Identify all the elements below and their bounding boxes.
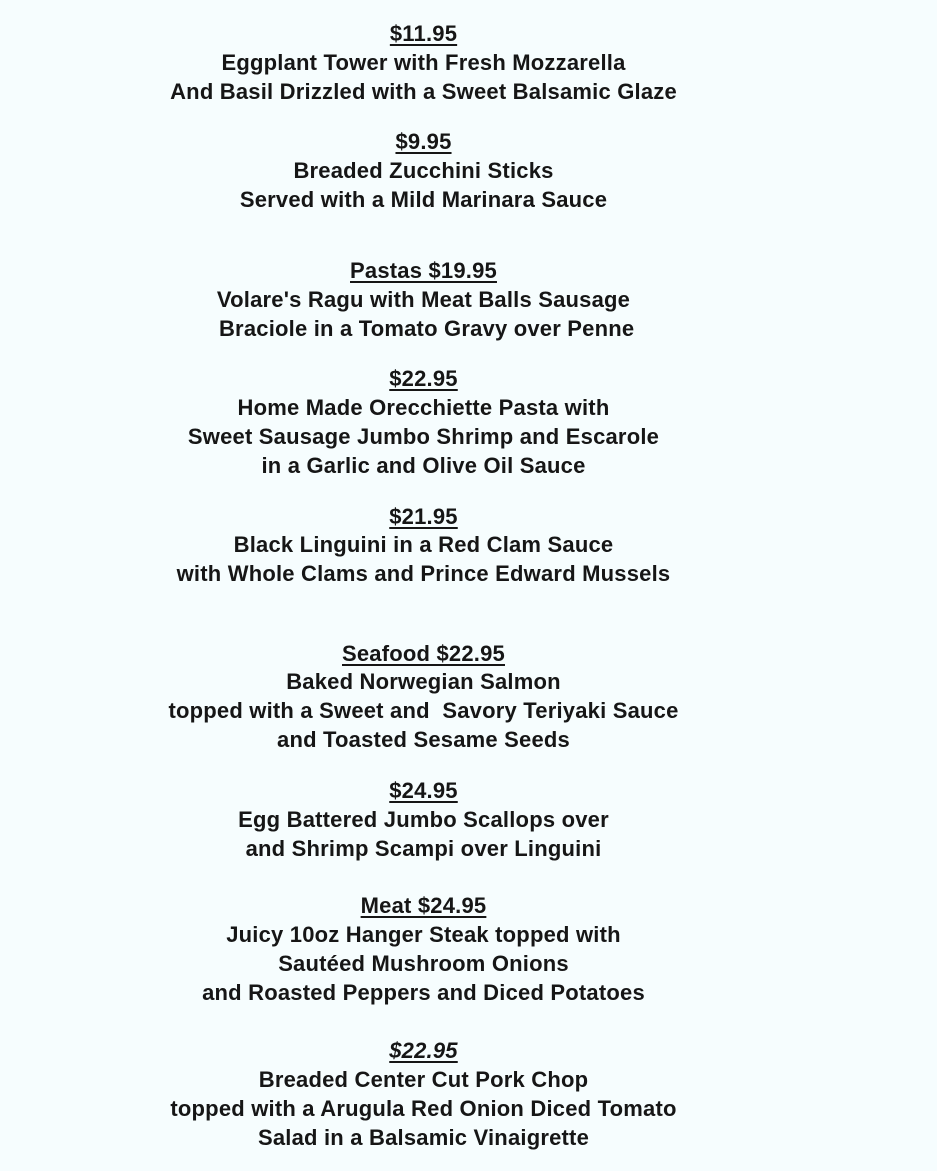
menu-item-description: Volare's Ragu with Meat Balls Sausage: [216, 287, 631, 312]
price-heading: $9.95: [395, 129, 452, 154]
menu-item-description: Home Made Orecchiette Pasta with: [237, 395, 610, 420]
menu-item-description: Served with a Mild Marinara Sauce: [239, 187, 608, 212]
section-heading-meat: Meat $24.95: [360, 893, 487, 918]
menu-item-description: And Basil Drizzled with a Sweet Balsamic Glaze: [170, 79, 677, 104]
menu-item-description: topped with a Sweet and Savory Teriyaki Sauce: [168, 698, 679, 723]
menu-item-description: with Whole Clams and Prince Edward Mussels: [176, 561, 671, 586]
menu-item-description: Breaded Center Cut Pork Chop: [258, 1067, 589, 1092]
price-heading: $22.95: [389, 1038, 458, 1063]
section-heading-seafood: Seafood $22.95: [342, 641, 505, 666]
price-heading: $24.95: [389, 778, 458, 803]
menu-item-description: and Roasted Peppers and Diced Potatoes: [202, 980, 645, 1005]
menu-item-description: and Toasted Sesame Seeds: [277, 727, 570, 752]
price-heading: $11.95: [389, 21, 458, 46]
price-heading: $21.95: [389, 504, 458, 529]
section-heading-pastas: Pastas $19.95: [350, 258, 497, 283]
menu-item-description: Salad in a Balsamic Vinaigrette: [257, 1125, 590, 1150]
price-heading: $22.95: [389, 366, 458, 391]
menu-item-description: Baked Norwegian Salmon: [286, 669, 561, 694]
menu-item-description: Braciole in a Tomato Gravy over Penne: [212, 316, 635, 341]
menu-item-description: topped with a Arugula Red Onion Diced Tomato: [170, 1096, 677, 1121]
menu-item-description: Eggplant Tower with Fresh Mozzarella: [221, 50, 626, 75]
menu-item-description: Sautéed Mushroom Onions: [278, 951, 569, 976]
menu-item-description: and Shrimp Scampi over Linguini: [245, 836, 602, 861]
menu-item-description: Egg Battered Jumbo Scallops over: [238, 807, 609, 832]
menu-item-description: in a Garlic and Olive Oil Sauce: [261, 453, 586, 478]
menu-item-description: Breaded Zucchini Sticks: [293, 158, 554, 183]
menu-item-description: Black Linguini in a Red Clam Sauce: [233, 532, 614, 557]
menu-item-description: Sweet Sausage Jumbo Shrimp and Escarole: [187, 424, 660, 449]
menu-item-description: Juicy 10oz Hanger Steak topped with: [226, 922, 621, 947]
